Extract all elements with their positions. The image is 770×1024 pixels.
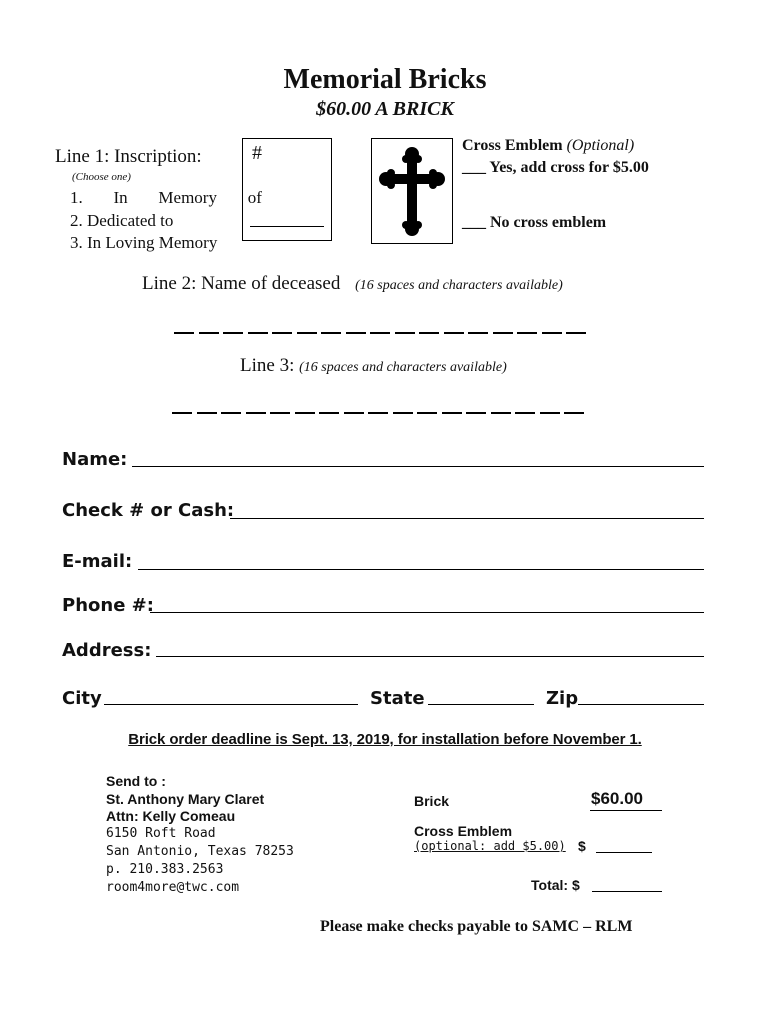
brick-price-underline bbox=[590, 810, 662, 811]
send-to-street: 6150 Roft Road bbox=[106, 826, 216, 841]
state-label: State bbox=[370, 688, 425, 709]
name-label: Name: bbox=[62, 449, 128, 470]
cross-emblem-label: Cross Emblem bbox=[414, 823, 513, 839]
email-label: E-mail: bbox=[62, 551, 133, 572]
line1-option-1: 1. In Memory of bbox=[70, 188, 262, 207]
address-label: Address: bbox=[62, 640, 152, 661]
phone-label: Phone #: bbox=[62, 595, 154, 616]
city-field[interactable] bbox=[104, 704, 358, 705]
line2-note: (16 spaces and characters available) bbox=[355, 278, 563, 293]
name-field[interactable] bbox=[132, 466, 704, 467]
page-title: Memorial Bricks bbox=[283, 64, 487, 95]
hash-symbol: # bbox=[252, 142, 262, 164]
cross-emblem-heading bbox=[462, 137, 634, 155]
price-subtitle: $60.00 A BRICK bbox=[316, 98, 454, 120]
line3-label: Line 3: bbox=[240, 355, 295, 376]
line3-note: (16 spaces and characters available) bbox=[299, 360, 507, 375]
check-or-cash-label: Check # or Cash: bbox=[62, 500, 235, 521]
email-field[interactable] bbox=[138, 569, 704, 570]
cross-emblem-note: (optional: add $5.00) bbox=[414, 839, 566, 853]
city-label: City bbox=[62, 688, 102, 709]
order-deadline-notice: Brick order deadline is Sept. 13, 2019, for installation before November 1. bbox=[128, 731, 642, 748]
line2-label: Line 2: Name of deceased bbox=[142, 273, 341, 294]
cross-yes-option[interactable]: ___ Yes, add cross for $5.00 bbox=[462, 159, 649, 176]
phone-field[interactable] bbox=[150, 612, 704, 613]
address-field[interactable] bbox=[156, 656, 704, 657]
number-blank-line[interactable] bbox=[250, 226, 324, 227]
line3-row bbox=[240, 355, 507, 377]
line2-character-spaces[interactable] bbox=[174, 322, 614, 336]
cross-emblem-dollar: $ bbox=[578, 838, 586, 854]
cross-no-option[interactable]: ___ No cross emblem bbox=[462, 214, 607, 231]
line2-row bbox=[142, 273, 563, 295]
cross-emblem-amount-field[interactable] bbox=[596, 852, 652, 853]
total-amount-field[interactable] bbox=[592, 891, 662, 892]
brick-label: Brick bbox=[414, 793, 450, 809]
line1-option-2: 2. Dedicated to bbox=[70, 211, 174, 230]
send-to-email: room4more@twc.com bbox=[106, 880, 240, 895]
line1-option-3: 3. In Loving Memory bbox=[70, 233, 218, 252]
send-to-phone: p. 210.383.2563 bbox=[106, 862, 224, 877]
payable-to-note: Please make checks payable to SAMC – RLM bbox=[320, 918, 633, 935]
zip-field[interactable] bbox=[578, 704, 704, 705]
zip-label: Zip bbox=[546, 688, 579, 709]
state-field[interactable] bbox=[428, 704, 534, 705]
cross-emblem-box bbox=[371, 138, 453, 244]
total-label: Total: $ bbox=[531, 877, 580, 893]
send-to-attention: Attn: Kelly Comeau bbox=[106, 808, 236, 824]
line1-choose-note: (Choose one) bbox=[72, 171, 131, 183]
send-to-organization: St. Anthony Mary Claret bbox=[106, 791, 265, 807]
brick-price: $60.00 bbox=[591, 789, 643, 808]
cross-emblem-title: Cross Emblem bbox=[462, 137, 563, 154]
line3-character-spaces[interactable] bbox=[172, 402, 612, 416]
check-or-cash-field[interactable] bbox=[230, 518, 704, 519]
send-to-heading: Send to : bbox=[106, 773, 166, 789]
line1-label: Line 1: Inscription: bbox=[55, 146, 202, 167]
cross-emblem-optional: (Optional) bbox=[566, 137, 635, 154]
send-to-city: San Antonio, Texas 78253 bbox=[106, 844, 294, 859]
cross-icon bbox=[372, 139, 452, 243]
